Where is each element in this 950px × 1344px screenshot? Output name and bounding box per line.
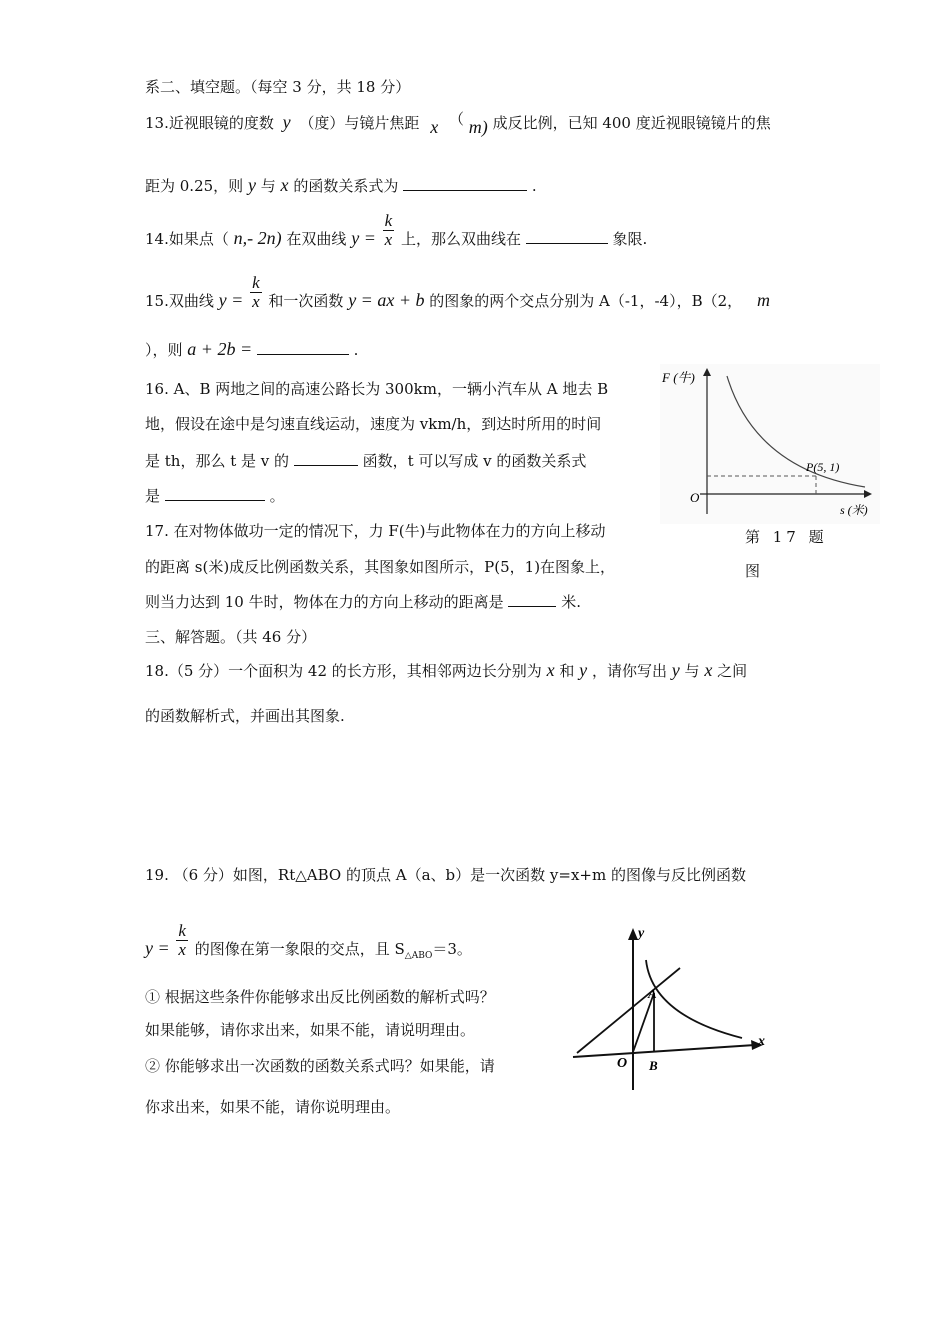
- q18-line2: 的函数解析式，并画出其图象.: [145, 707, 345, 725]
- q19-item1: ① 根据这些条件你能够求出反比例函数的解析式吗？: [145, 988, 495, 1006]
- answer-blank-15[interactable]: [257, 340, 349, 355]
- q18-line1: 18.（5 分）一个面积为 42 的长方形，其相邻两边长分别为 x 和 y ，请你写出 y 与 x 之间: [145, 660, 748, 680]
- inverse-function-curve: [646, 960, 742, 1038]
- q13-line2: 距为 0.25，则 y 与 x 的函数关系式为 .: [145, 175, 537, 195]
- answer-blank-13[interactable]: [403, 176, 527, 191]
- y-axis-label: y: [638, 926, 645, 941]
- q17-line3: 则当力达到 10 牛时，物体在力的方向上移动的距离是 米.: [145, 593, 581, 611]
- point-b-label: B: [649, 1058, 658, 1073]
- q19-item1b: 如果能够，请你求出来，如果不能，请说明理由。: [145, 1021, 476, 1039]
- q14-fraction: $\frac{k}{x}$: [384, 211, 393, 249]
- q16-line4: 是 。: [145, 487, 285, 505]
- f-axis-label: F (牛): [662, 370, 695, 385]
- q14-line: 14.如果点（ n,- 2n) 在双曲线 y = $\frac{k}{x}$ 上，那么双曲线在 象限.: [145, 211, 648, 249]
- point-a-label: A: [648, 986, 657, 1001]
- figure-17: [660, 364, 880, 524]
- origin-label-19: O: [617, 1056, 628, 1071]
- answer-blank-16a[interactable]: [294, 451, 358, 466]
- q19-item2: ② 你能够求出一次函数的函数关系式吗？如果能，请: [145, 1057, 495, 1075]
- figure-17-caption-2: 图: [745, 562, 761, 580]
- q16-line2: 地，假设在途中是匀速直线运动，速度为 vkm/h，到达时所用的时间: [145, 415, 602, 433]
- section2-heading: 系二、填空题。（每空 3 分，共 18 分）: [145, 78, 411, 96]
- answer-blank-14[interactable]: [526, 229, 608, 244]
- q17-line2: 的距离 s(米)成反比例函数关系，其图象如图所示，P(5，1)在图象上，: [145, 558, 616, 576]
- q19-line2: y = $\frac{k}{x}$ 的图像在第一象限的交点，且 $S_{\triangle ABO}=3$。: [145, 921, 472, 962]
- figure-19: [570, 920, 775, 1095]
- q16-line1: 16. A、B 两地之间的高速公路长为 300km，一辆小汽车从 A 地去 B: [145, 380, 609, 398]
- answer-blank-16b[interactable]: [165, 486, 265, 501]
- figure-17-caption-1: 第 17 题: [745, 528, 828, 546]
- q17-line1: 17. 在对物体做功一定的情况下，力 F(牛)与此物体在力的方向上移动: [145, 522, 606, 540]
- segment-oa: [633, 993, 654, 1052]
- q19-fraction: $\frac{k}{x}$: [178, 921, 186, 959]
- origin-label: O: [690, 490, 700, 505]
- answer-blank-17[interactable]: [508, 592, 556, 607]
- section3-heading: 三、解答题。（共 46 分）: [145, 628, 317, 646]
- q13-line1: 13.近视眼镜的度数 y （度）与镜片焦距 x （ m) 成反比例，已知 400 度近视眼镜镜片的焦: [145, 110, 771, 137]
- y-axis-arrow: [628, 928, 638, 940]
- x-axis-label: x: [758, 1034, 765, 1049]
- q15-fraction: $\frac{k}{x}$: [252, 273, 260, 311]
- q15-line2: ），则 a + 2b = .: [145, 339, 359, 359]
- linear-function-line: [577, 968, 680, 1053]
- q19-item2b: 你求出来，如果不能，请你说明理由。: [145, 1098, 401, 1116]
- q16-line3: 是 th，那么 t 是 v 的 函数，t 可以写成 v 的函数关系式: [145, 452, 587, 470]
- x-axis: [573, 1045, 755, 1057]
- point-p-label: P(5, 1): [806, 460, 840, 474]
- q19-line1: 19. （6 分）如图，Rt△ABO 的顶点 A（a、b）是一次函数 y=x+m 的图像与反比例函数: [145, 866, 746, 884]
- s-axis-label: s (米): [840, 503, 868, 517]
- q15-line1: 15.双曲线 y = $\frac{k}{x}$ 和一次函数 y = ax + b 的图象的两个交点分别为 A（-1，-4），B（2， m: [145, 273, 770, 311]
